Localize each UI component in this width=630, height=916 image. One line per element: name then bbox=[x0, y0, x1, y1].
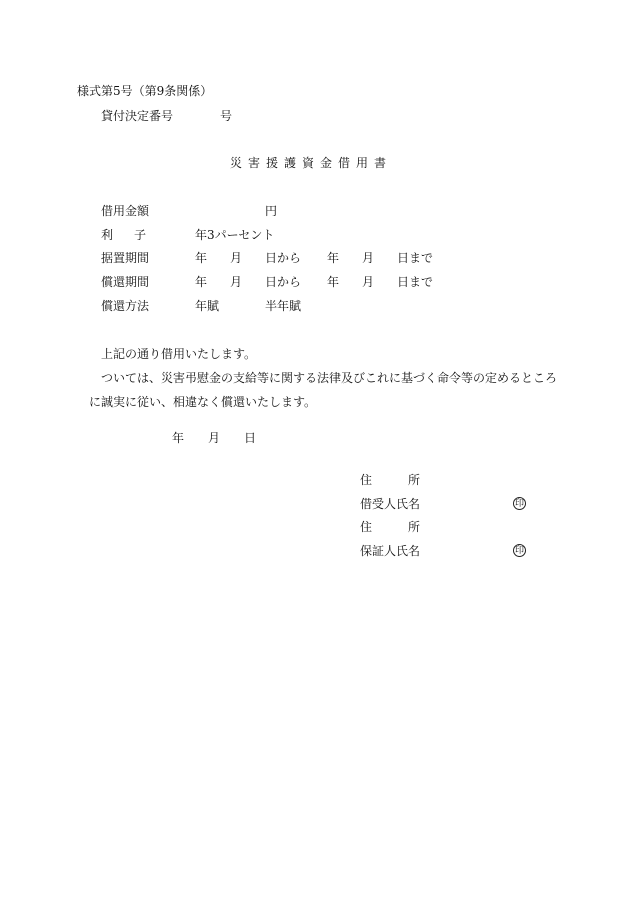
guarantor-name-label: 保証人氏名 bbox=[360, 544, 421, 558]
repayment-from-month: 月 bbox=[230, 275, 243, 289]
repayment-to-month: 月 bbox=[362, 275, 375, 289]
repayment-to-year: 年 bbox=[327, 275, 340, 289]
grace-from-year: 年 bbox=[195, 251, 208, 265]
amount-label: 借用金額 bbox=[101, 204, 150, 218]
grace-to-year: 年 bbox=[327, 251, 340, 265]
borrower-address-label-2: 所 bbox=[408, 473, 421, 487]
body-line-2: ついては、災害弔慰金の支給等に関する法律及びこれに基づく命令等の定めるところ bbox=[101, 371, 558, 385]
interest-value: 年3パーセント bbox=[195, 228, 275, 242]
repayment-method-semiannual: 半年賦 bbox=[265, 299, 302, 313]
guarantor-seal-icon: 印 bbox=[514, 546, 524, 556]
grace-from-day: 日から bbox=[265, 251, 302, 265]
loan-decision-number-suffix: 号 bbox=[220, 109, 233, 123]
date-month: 月 bbox=[208, 431, 221, 445]
body-line-3: に誠実に従い、相違なく償還いたします。 bbox=[89, 395, 317, 409]
borrower-name-label: 借受人氏名 bbox=[360, 497, 421, 511]
loan-decision-number-label: 貸付決定番号 bbox=[101, 109, 174, 123]
repayment-method-annual: 年賦 bbox=[195, 299, 220, 313]
date-day: 日 bbox=[244, 431, 257, 445]
document-title: 災害援護資金借用書 bbox=[230, 156, 393, 170]
repayment-from-day: 日から bbox=[265, 275, 302, 289]
date-year: 年 bbox=[172, 431, 185, 445]
guarantor-address-label-2: 所 bbox=[408, 520, 421, 534]
repayment-method-label: 償還方法 bbox=[101, 299, 150, 313]
grace-to-month: 月 bbox=[362, 251, 375, 265]
borrower-address-label-1: 住 bbox=[360, 473, 373, 487]
interest-label-2: 子 bbox=[134, 228, 147, 242]
amount-unit: 円 bbox=[265, 204, 278, 218]
form-label: 様式第5号（第9条関係） bbox=[77, 84, 213, 98]
body-line-1: 上記の通り借用いたします。 bbox=[101, 347, 257, 361]
interest-label-1: 利 bbox=[101, 228, 114, 242]
grace-period-label: 据置期間 bbox=[101, 251, 150, 265]
guarantor-address-label-1: 住 bbox=[360, 520, 373, 534]
grace-to-day: 日まで bbox=[397, 251, 434, 265]
repayment-from-year: 年 bbox=[195, 275, 208, 289]
grace-from-month: 月 bbox=[230, 251, 243, 265]
borrower-seal-icon: 印 bbox=[514, 499, 524, 509]
repayment-period-label: 償還期間 bbox=[101, 275, 150, 289]
repayment-to-day: 日まで bbox=[397, 275, 434, 289]
